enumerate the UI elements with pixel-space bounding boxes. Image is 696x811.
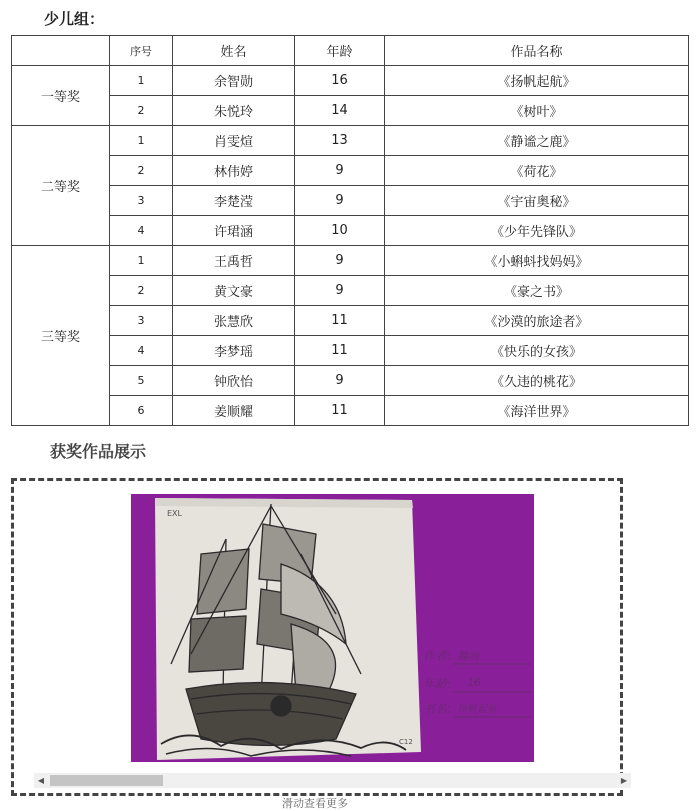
row-number-cell: 5: [110, 366, 173, 396]
winner-age-cell: 9: [295, 156, 385, 186]
row-number-cell: 2: [110, 276, 173, 306]
work-title-cell: 《树叶》: [385, 96, 689, 126]
table-row: [12, 306, 689, 336]
row-number-cell: 2: [110, 156, 173, 186]
row-number-cell: 4: [110, 216, 173, 246]
work-title-cell: 《豪之书》: [385, 276, 689, 306]
winner-name-cell: 肖雯煊: [173, 126, 295, 156]
winner-name-cell: 余智勋: [173, 66, 295, 96]
work-title-cell: 《少年先锋队》: [385, 216, 689, 246]
work-title-cell: 《静谧之鹿》: [385, 126, 689, 156]
work-title-cell: 《久违的桃花》: [385, 366, 689, 396]
winner-name-cell: 姜顺耀: [173, 396, 295, 426]
section-title: 少儿组：: [44, 10, 105, 28]
table-row: [12, 216, 689, 246]
winner-age-cell: 10: [295, 216, 385, 246]
table-row: [12, 156, 689, 186]
winner-age-cell: 16: [295, 66, 385, 96]
scroll-left-arrow-icon[interactable]: ◀: [37, 776, 45, 785]
work-title-cell: 《宇宙奥秘》: [385, 186, 689, 216]
awards-table: [11, 35, 689, 426]
winner-name-cell: 李楚滢: [173, 186, 295, 216]
winner-name-cell: 钟欣怡: [173, 366, 295, 396]
header-number: 序号: [110, 36, 173, 66]
winner-name-cell: 张慧欣: [173, 306, 295, 336]
winner-name-cell: 黄文豪: [173, 276, 295, 306]
gallery-title: 获奖作品展示: [50, 442, 147, 461]
winner-age-cell: 9: [295, 186, 385, 216]
row-number-cell: 3: [110, 306, 173, 336]
winner-name-cell: 王禹哲: [173, 246, 295, 276]
label-title: 书名:: [423, 702, 452, 716]
row-number-cell: 1: [110, 246, 173, 276]
row-number-cell: 2: [110, 96, 173, 126]
artwork-corner-mark: EXL: [167, 509, 182, 518]
label-age: 年龄:: [423, 677, 452, 691]
work-title-cell: 《扬帆起航》: [385, 66, 689, 96]
winner-name-cell: 许珺涵: [173, 216, 295, 246]
winner-name-cell: 林伟婷: [173, 156, 295, 186]
label-author: 作者:: [423, 649, 452, 663]
work-title-cell: 《荷花》: [385, 156, 689, 186]
table-header-row: [12, 36, 689, 66]
label-author-value: 魏画: [457, 650, 479, 663]
row-number-cell: 4: [110, 336, 173, 366]
table-row: [12, 246, 689, 276]
winner-age-cell: 9: [295, 276, 385, 306]
label-age-value: 16: [467, 676, 481, 689]
winner-age-cell: 13: [295, 126, 385, 156]
header-award: [12, 36, 110, 66]
work-title-cell: 《海洋世界》: [385, 396, 689, 426]
winner-age-cell: 11: [295, 396, 385, 426]
table-row: [12, 396, 689, 426]
header-age: 年龄: [295, 36, 385, 66]
row-number-cell: 1: [110, 126, 173, 156]
table-row: [12, 126, 689, 156]
table-row: [12, 366, 689, 396]
scroll-hint: 滑动查看更多: [282, 797, 348, 810]
header-work: 作品名称: [385, 36, 689, 66]
scroll-right-arrow-icon[interactable]: ▶: [620, 776, 628, 785]
work-title-cell: 《快乐的女孩》: [385, 336, 689, 366]
artwork-image: [131, 494, 534, 762]
award-level-cell: 二等奖: [12, 126, 110, 246]
award-level-cell: 三等奖: [12, 246, 110, 426]
row-number-cell: 6: [110, 396, 173, 426]
work-title-cell: 《小蝌蚪找妈妈》: [385, 246, 689, 276]
table-row: [12, 186, 689, 216]
winner-name-cell: 李梦瑶: [173, 336, 295, 366]
scroll-thumb[interactable]: [50, 775, 163, 786]
table-row: [12, 276, 689, 306]
winner-age-cell: 11: [295, 306, 385, 336]
row-number-cell: 1: [110, 66, 173, 96]
award-level-cell: 一等奖: [12, 66, 110, 126]
work-title-cell: 《沙漠的旅途者》: [385, 306, 689, 336]
gallery-container: [11, 478, 628, 796]
label-title-value: 扬帆起航: [457, 704, 497, 715]
winner-age-cell: 14: [295, 96, 385, 126]
row-number-cell: 3: [110, 186, 173, 216]
winner-age-cell: 11: [295, 336, 385, 366]
header-name: 姓名: [173, 36, 295, 66]
winner-age-cell: 9: [295, 366, 385, 396]
winner-age-cell: 9: [295, 246, 385, 276]
table-row: [12, 66, 689, 96]
artwork-signature-mark: C12: [399, 738, 413, 746]
winner-name-cell: 朱悦玲: [173, 96, 295, 126]
horizontal-scrollbar[interactable]: [34, 773, 631, 788]
table-row: [12, 336, 689, 366]
table-row: [12, 96, 689, 126]
